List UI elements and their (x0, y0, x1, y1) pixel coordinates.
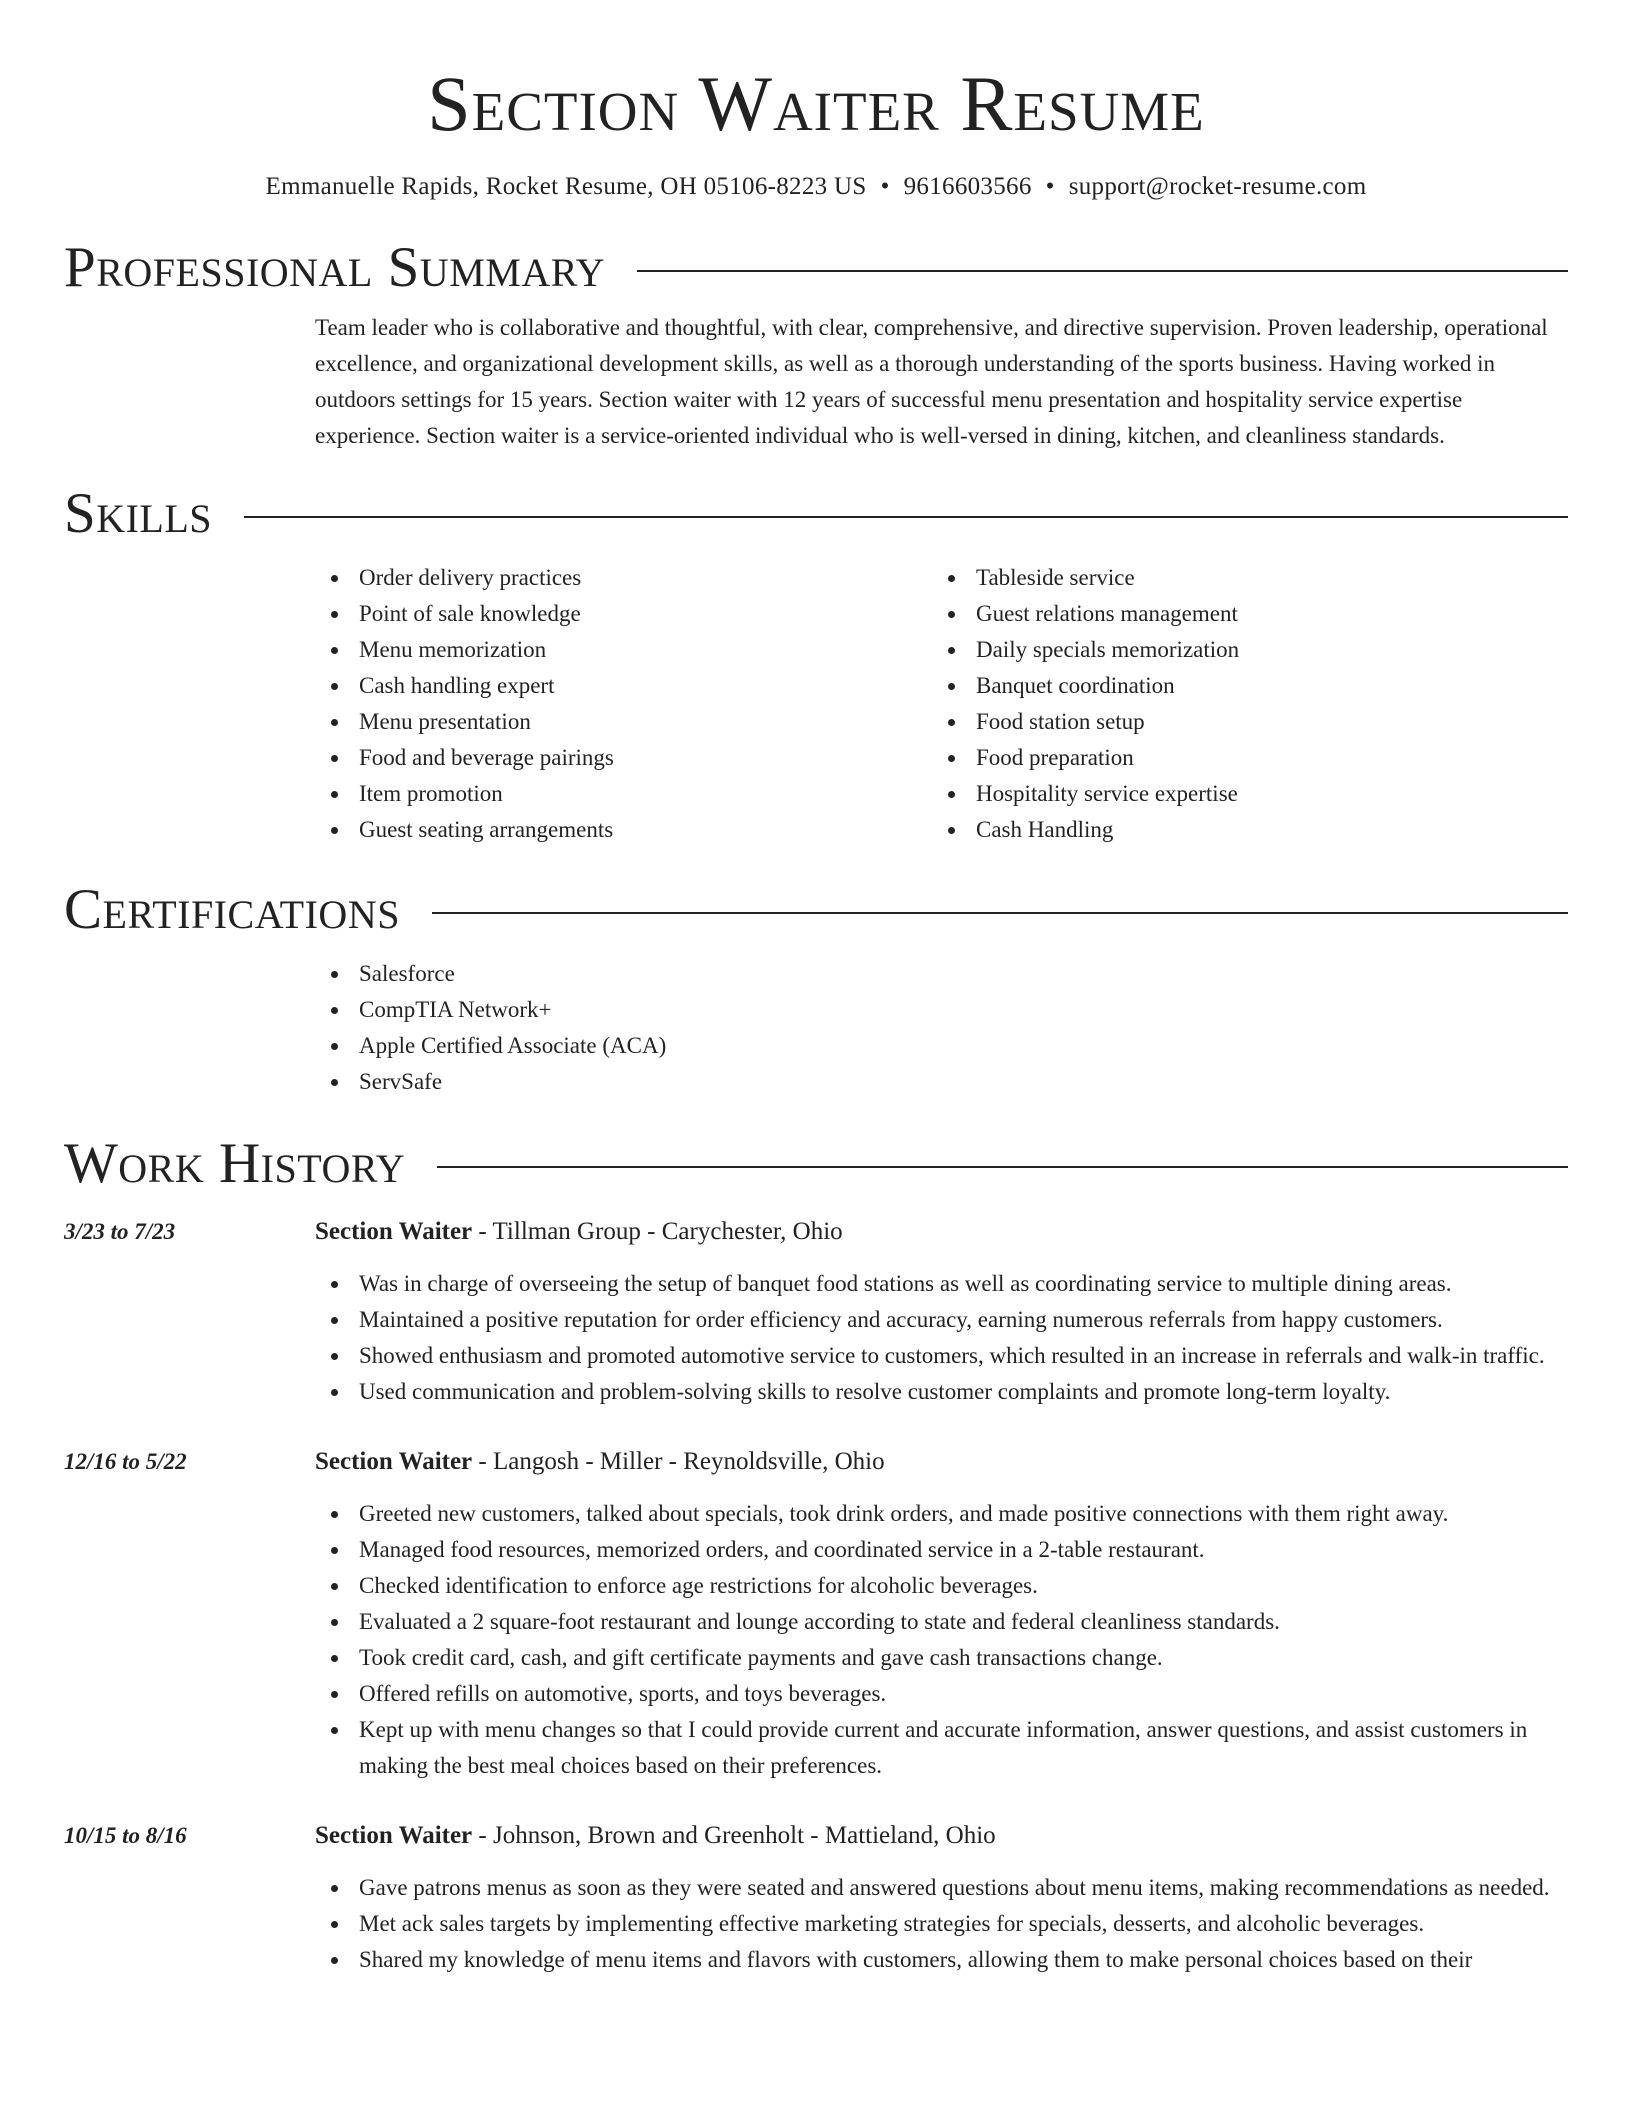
job-role: Section Waiter (315, 1448, 473, 1475)
work-history-heading: Work History (64, 1132, 406, 1195)
certification-item: Apple Certified Associate (ACA) (359, 1028, 1568, 1064)
job-duty: Maintained a positive reputation for order efficiency and accuracy, earning numerous referrals from happy customers. (359, 1302, 1568, 1338)
job-duty: Gave patrons menus as soon as they were seated and answered questions about menu items, making recommendations as needed. (359, 1870, 1568, 1906)
skill-item: Point of sale knowledge (359, 596, 932, 632)
job-duties (315, 1870, 1568, 1978)
skill-item: Order delivery practices (359, 560, 932, 596)
resume-page (64, 0, 1568, 1978)
contact-phone: 9616603566 (903, 173, 1032, 200)
job-entry (64, 1818, 1568, 1978)
resume-title: Section Waiter Resume (427, 60, 1205, 147)
job-body (315, 1818, 1568, 1978)
job-dates: 12/16 to 5/22 (64, 1449, 187, 1474)
job-role: Section Waiter (315, 1822, 473, 1849)
section-divider (437, 1166, 1568, 1168)
section-divider (432, 912, 1568, 914)
skills-column-left (315, 560, 932, 848)
job-duties (315, 1266, 1568, 1410)
job-title-line (315, 1818, 1568, 1854)
skill-item: Food station setup (976, 704, 1549, 740)
job-body (315, 1214, 1568, 1410)
job-duty: Kept up with menu changes so that I could provide current and accurate information, answer questions, and assist customers in making the best meal choices based on their preferences. (359, 1712, 1568, 1784)
job-duty: Shared my knowledge of menu items and flavors with customers, allowing them to make personal choices based on their (359, 1942, 1568, 1978)
job-entry (64, 1214, 1568, 1410)
skill-item: Guest relations management (976, 596, 1549, 632)
skill-item: Hospitality service expertise (976, 776, 1549, 812)
certification-item: Salesforce (359, 956, 1568, 992)
skill-item: Banquet coordination (976, 668, 1549, 704)
job-duty: Met ack sales targets by implementing effective marketing strategies for specials, desserts, and alcoholic beverages. (359, 1906, 1568, 1942)
summary-section-header (64, 236, 1568, 300)
job-duty: Evaluated a 2 square-foot restaurant and lounge according to state and federal cleanliness standards. (359, 1604, 1568, 1640)
skills-heading: Skills (64, 482, 213, 545)
job-duty: Used communication and problem-solving skills to resolve customer complaints and promote long-term loyalty. (359, 1374, 1568, 1410)
job-duty: Checked identification to enforce age restrictions for alcoholic beverages. (359, 1568, 1568, 1604)
skill-item: Tableside service (976, 560, 1549, 596)
contact-separator: • (880, 173, 890, 200)
skill-item: Cash handling expert (359, 668, 932, 704)
skill-item: Item promotion (359, 776, 932, 812)
certifications-heading: Certifications (64, 878, 400, 941)
skill-item: Cash Handling (976, 812, 1549, 848)
job-dates: 3/23 to 7/23 (64, 1219, 176, 1244)
skills-list (315, 560, 1568, 848)
job-title-line (315, 1444, 1568, 1480)
job-duty: Managed food resources, memorized orders, and coordinated service in a 2-table restaurant. (359, 1532, 1568, 1568)
job-employer: - Tillman Group - Carychester, Ohio (472, 1218, 843, 1245)
job-title-line (315, 1214, 1568, 1250)
skill-item: Menu memorization (359, 632, 932, 668)
job-dates: 10/15 to 8/16 (64, 1823, 187, 1848)
job-body (315, 1444, 1568, 1784)
skill-item: Daily specials memorization (976, 632, 1549, 668)
work-history-section-header (64, 1132, 1568, 1196)
skill-item: Menu presentation (359, 704, 932, 740)
skill-item: Guest seating arrangements (359, 812, 932, 848)
section-divider (244, 516, 1568, 518)
certifications-section-header (64, 878, 1568, 942)
job-duty: Was in charge of overseeing the setup of banquet food stations as well as coordinating service to multiple dining areas. (359, 1266, 1568, 1302)
contact-address: Emmanuelle Rapids, Rocket Resume, OH 05106-8223 US (265, 173, 867, 200)
job-entry (64, 1444, 1568, 1784)
contact-separator: • (1045, 173, 1055, 200)
contact-line (64, 170, 1568, 204)
job-duty: Greeted new customers, talked about specials, took drink orders, and made positive connections with them right away. (359, 1496, 1568, 1532)
job-duty: Offered refills on automotive, sports, and toys beverages. (359, 1676, 1568, 1712)
section-divider (637, 270, 1568, 272)
certifications-list (315, 956, 1568, 1100)
job-employer: - Langosh - Miller - Reynoldsville, Ohio (472, 1448, 885, 1475)
certification-item: CompTIA Network+ (359, 992, 1568, 1028)
job-duty: Took credit card, cash, and gift certificate payments and gave cash transactions change. (359, 1640, 1568, 1676)
summary-heading: Professional Summary (64, 236, 606, 299)
job-duty: Showed enthusiasm and promoted automotive service to customers, which resulted in an increase in referrals and walk-in traffic. (359, 1338, 1568, 1374)
job-duties (315, 1496, 1568, 1784)
skills-column-right (932, 560, 1549, 848)
summary-text: Team leader who is collaborative and thoughtful, with clear, comprehensive, and directive supervision. Proven leadership, operational excellence, and organizational development skills, as well as a thorough understanding of the sports business. Having worked in outdoors settings for 15 years. Section waiter with 12 years of successful menu presentation and hospitality service expertise experience. Section waiter is a service-oriented individual who is well-versed in dining, kitchen, and cleanliness standards. (315, 315, 1548, 448)
certification-item: ServSafe (359, 1064, 1568, 1100)
skill-item: Food and beverage pairings (359, 740, 932, 776)
skill-item: Food preparation (976, 740, 1549, 776)
contact-email[interactable]: support@rocket-resume.com (1068, 173, 1367, 200)
job-employer: - Johnson, Brown and Greenholt - Mattieland, Ohio (472, 1822, 996, 1849)
skills-section-header (64, 482, 1568, 546)
job-role: Section Waiter (315, 1218, 473, 1245)
